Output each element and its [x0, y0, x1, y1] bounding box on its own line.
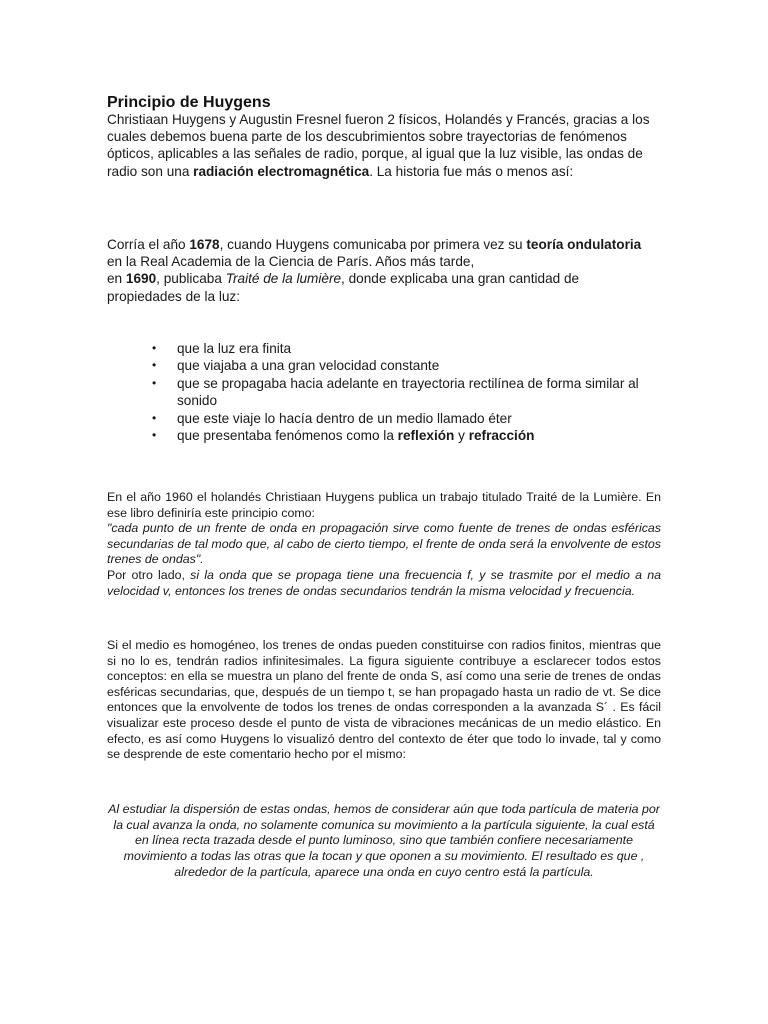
history-text-3: en la Real Academia de la Ciencia de París. Años más tarde,: [107, 254, 475, 270]
history-text-5: , publicaba: [156, 271, 226, 287]
frequency-statement: si la onda que se propaga tiene una frecuencia f, y se trasmite por el medio a na velocidad v, entonces los trenes de ondas secundarios tendrán la misma velocidad y frecuencia.: [107, 567, 661, 598]
huygens-quote: Al estudiar la dispersión de estas ondas, hemos de considerar aún que toda partícula de materia por la cual avanza la onda, no solamente comunica su movimiento a la partícula siguiente, la cual está en línea recta trazada desde el punto luminoso, sino que también confiere necesariamente movimiento a todas las otras que la tocan y que oponen a su movimiento. El resultado es que , alrededor de la partícula, aparece una onda en cuyo centro está la partícula.: [108, 802, 660, 879]
definition-text-2: Por otro lado,: [107, 567, 191, 582]
intro-paragraph: [107, 111, 655, 180]
list-item: [152, 357, 652, 374]
definition-quote: "cada punto de un frente de onda en propagación sirve como fuente de trenes de ondas esféricas secundarias de tal modo que, al cabo de cierto tiempo, el frente de onda será la envolvente de estos trenes de ondas".: [107, 521, 661, 567]
intro-text-2: . La historia fue más o menos así:: [369, 163, 574, 179]
bullet-icon: •: [152, 410, 157, 425]
history-text-4: en: [107, 271, 126, 287]
history-paragraph: [107, 236, 655, 305]
history-text-6: , donde explicaba una gran cantidad de propiedades de la luz:: [107, 271, 580, 304]
list-item: [152, 340, 652, 357]
page-title: Principio de Huygens: [107, 94, 271, 111]
explanation-paragraph: Si el medio es homogéneo, los trenes de ondas pueden constituirse con radios finitos, mientras que si no lo es, tendrán radios infinitesimales. La figura siguiente contribuye a esclarecer todos estos conceptos: en ella se muestra un plano del frente de onda S, así como una serie de trenes de ondas esféricas secundarias, que, después de un tiempo t, se han propagado hasta un radio de vt. Se dice entonces que la envolvente de todos los trenes de ondas corresponden a la avanzada S´ . Es fácil visualizar este proceso desde el punto de vista de vibraciones mecánicas de un medio elástico. En efecto, es así como Huygens lo visualizó dentro del contexto de éter que todo lo invade, tal y como se desprende de este comentario hecho por el mismo:: [107, 638, 661, 762]
bullet-icon: •: [152, 428, 157, 443]
list-item: [152, 375, 652, 410]
definition-text: En el año 1960 el holandés Christiaan Huygens publica un trabajo titulado Traité de la Lumière. En ese libro definiría este principio como:: [107, 490, 661, 520]
list-item-text: y: [454, 428, 469, 444]
year-1690: 1690: [125, 271, 157, 287]
properties-list: [152, 340, 652, 444]
list-item-text: que se propagaba hacia adelante en trayectoria rectilínea de forma similar al sonido: [177, 375, 639, 409]
theory-term: teoría ondulatoria: [526, 237, 642, 252]
list-item-text: que presentaba fenómenos como la: [177, 428, 398, 444]
year-1678: 1678: [189, 237, 220, 252]
list-item: [152, 410, 652, 427]
refraction-term: refracción: [468, 428, 535, 444]
reflection-term: reflexión: [397, 428, 455, 444]
definition-paragraph: [107, 490, 661, 599]
intro-text-1: Christiaan Huygens y Augustin Fresnel fueron 2 físicos, Holandés y Francés, gracias a los cuales debemos buena parte de los descubrimientos sobre trayectorias de fenómenos ópticos, aplicables a las señales de radio, porque, al igual que la luz visible, las ondas de radio son una: [107, 112, 650, 179]
list-item: [152, 427, 652, 444]
bullet-icon: •: [152, 358, 157, 373]
history-text-2: , cuando Huygens comunicaba por primera vez su: [219, 237, 527, 252]
list-item-text: que viajaba a una gran velocidad constante: [177, 358, 440, 374]
list-item-text: que este viaje lo hacía dentro de un medio llamado éter: [177, 410, 512, 426]
history-text-1: Corría el año: [107, 237, 190, 252]
book-title: Traité de la lumière: [225, 271, 342, 287]
bullet-icon: •: [152, 341, 157, 355]
bullet-icon: •: [152, 375, 157, 390]
intro-bold-term: radiación electromagnética: [193, 163, 370, 179]
list-item-text: que la luz era finita: [177, 341, 292, 356]
